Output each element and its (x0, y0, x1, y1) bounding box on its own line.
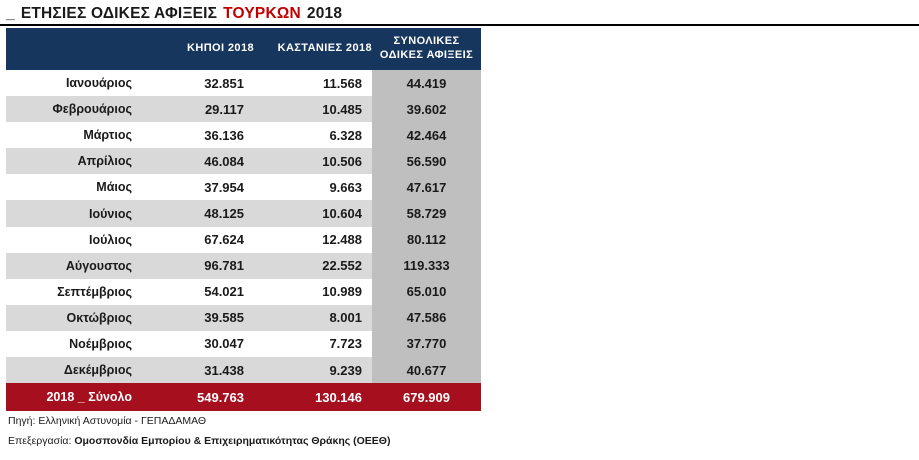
sum-kastanies: 130.146 (254, 383, 372, 411)
row-month: Μάιος (6, 174, 146, 200)
header-total-line1: ΣΥΝΟΛΙΚΕΣ (393, 35, 460, 48)
sum-total: 679.909 (372, 383, 481, 411)
page-title (6, 2, 666, 26)
row-kastanies: 11.568 (254, 70, 372, 96)
row-kipoi: 30.047 (146, 331, 254, 357)
row-total: 56.590 (372, 148, 481, 174)
table-row (6, 200, 481, 226)
row-kipoi: 48.125 (146, 200, 254, 226)
table-row (6, 227, 481, 253)
footnotes (8, 415, 708, 454)
row-kastanies: 10.506 (254, 148, 372, 174)
row-total: 58.729 (372, 200, 481, 226)
row-kastanies: 6.328 (254, 122, 372, 148)
row-kipoi: 37.954 (146, 174, 254, 200)
row-month: Νοέμβριος (6, 331, 146, 357)
table-row (6, 357, 481, 383)
table-header (6, 28, 481, 70)
row-kipoi: 29.117 (146, 96, 254, 122)
row-total: 119.333 (372, 253, 481, 279)
row-total: 37.770 (372, 331, 481, 357)
title-accent-text: ΤΟΥΡΚΩΝ (223, 5, 301, 22)
table-row (6, 174, 481, 200)
row-month: Απρίλιος (6, 148, 146, 174)
row-kipoi: 46.084 (146, 148, 254, 174)
row-total: 44.419 (372, 70, 481, 96)
processing-value: Ομοσπονδία Εμπορίου & Επιχειρηματικότητας Θράκης (ΟΕΕΘ) (74, 434, 391, 447)
row-month: Αύγουστος (6, 253, 146, 279)
row-month: Μάρτιος (6, 122, 146, 148)
source-label: Πηγή: (8, 415, 39, 427)
header-kipoi: ΚΗΠΟΙ 2018 (187, 42, 254, 55)
table-row (6, 148, 481, 174)
title-underline (0, 24, 919, 26)
row-kipoi: 36.136 (146, 122, 254, 148)
arrivals-table-container (6, 28, 481, 411)
table-body (6, 70, 481, 411)
row-total: 47.617 (372, 174, 481, 200)
row-kastanies: 9.239 (254, 357, 372, 383)
table-row (6, 253, 481, 279)
row-kastanies: 10.604 (254, 200, 372, 226)
header-kastanies: ΚΑΣΤΑΝΙΕΣ 2018 (277, 42, 372, 55)
processing-label: Επεξεργασία: (8, 434, 75, 447)
row-month: Ιανουάριος (6, 70, 146, 96)
row-kipoi: 54.021 (146, 279, 254, 305)
title-dash: _ (6, 5, 15, 22)
row-total: 42.464 (372, 122, 481, 148)
row-kipoi: 32.851 (146, 70, 254, 96)
table-row (6, 305, 481, 331)
row-total: 47.586 (372, 305, 481, 331)
row-total: 80.112 (372, 227, 481, 253)
table-row (6, 279, 481, 305)
table-row (6, 96, 481, 122)
row-total: 39.602 (372, 96, 481, 122)
row-month: Σεπτέμβριος (6, 279, 146, 305)
header-total-line2: ΟΔΙΚΕΣ ΑΦΙΞΕΙΣ (379, 49, 474, 61)
title-main-text: ΕΤΗΣΙΕΣ ΟΔΙΚΕΣ ΑΦΙΞΕΙΣ (20, 5, 218, 22)
row-kastanies: 12.488 (254, 227, 372, 253)
row-kastanies: 22.552 (254, 253, 372, 279)
table-row (6, 122, 481, 148)
row-kastanies: 8.001 (254, 305, 372, 331)
row-kipoi: 31.438 (146, 357, 254, 383)
table-row (6, 70, 481, 96)
table-sum-row (6, 383, 481, 411)
row-kastanies: 9.663 (254, 174, 372, 200)
row-total: 40.677 (372, 357, 481, 383)
row-kipoi: 96.781 (146, 253, 254, 279)
source-note (8, 415, 708, 428)
row-month: Δεκέμβριος (6, 357, 146, 383)
table-header-row (6, 28, 481, 70)
row-kipoi: 39.585 (146, 305, 254, 331)
title-year-text: 2018 (306, 5, 343, 22)
row-month: Ιούλιος (6, 227, 146, 253)
sum-label: 2018 _ Σύνολο (6, 383, 146, 411)
row-month: Ιούνιος (6, 200, 146, 226)
row-kastanies: 10.485 (254, 96, 372, 122)
arrivals-table (6, 28, 481, 411)
row-kipoi: 67.624 (146, 227, 254, 253)
header-month-blank (6, 28, 146, 70)
row-kastanies: 7.723 (254, 331, 372, 357)
row-month: Φεβρουάριος (6, 96, 146, 122)
row-total: 65.010 (372, 279, 481, 305)
sum-kipoi: 549.763 (146, 383, 254, 411)
source-value: Ελληνική Αστυνομία - ΓΕΠΑΔΑΜΑΘ (38, 415, 207, 427)
processing-note (8, 435, 708, 448)
row-kastanies: 10.989 (254, 279, 372, 305)
row-month: Οκτώβριος (6, 305, 146, 331)
header-total (372, 28, 481, 70)
table-row (6, 331, 481, 357)
